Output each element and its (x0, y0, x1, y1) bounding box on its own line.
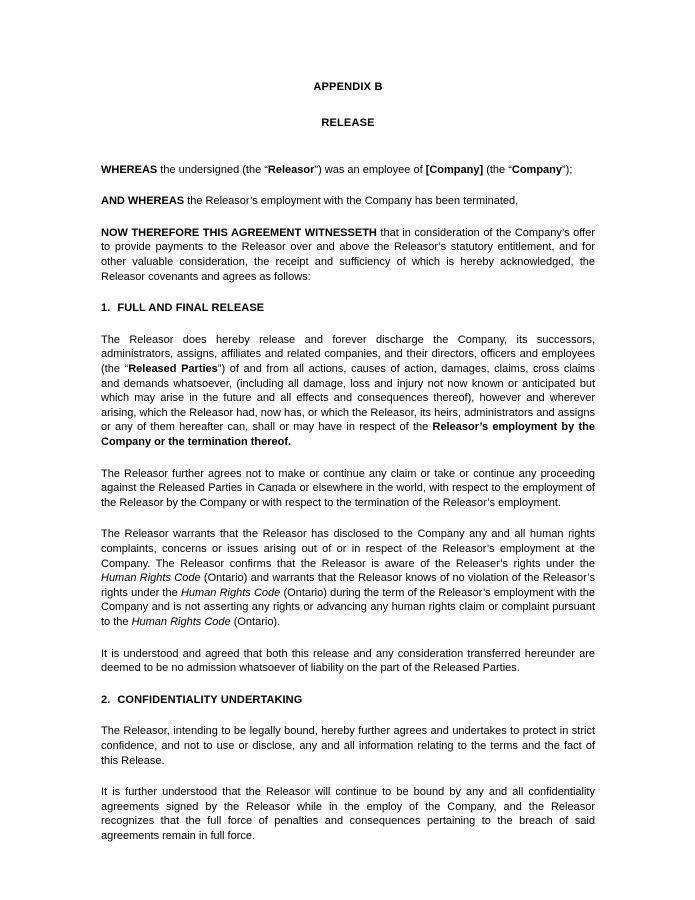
section-2-paragraph-2: It is further understood that the Releasor will continue to be bound by any and all confidentiality agreements signed by the Releasor while in the employ of the Company, and the Releasor recognizes that the full force of penalties and consequences pertaining to the breach of said agreements remain in full force. (101, 786, 595, 842)
recital-whereas (101, 163, 595, 178)
statute-human-rights-code-1: Human Rights Code (101, 572, 201, 585)
recital-whereas-text-1: the undersigned (the “ (157, 163, 268, 176)
section-2-paragraph-1: The Releasor, intending to be legally bound, hereby further agrees and undertakes to protect in strict confidence, and not to use or disclose, any and all information relating to the terms and the fact of this Release. (101, 725, 595, 767)
section-1-p3-text-2: (Ontario) and warrants that the Releasor knows of no violation of the Releasor’s rights under the (101, 572, 595, 599)
defined-term-company: Company (511, 163, 562, 176)
section-title-2: CONFIDENTIALITY UNDERTAKING (117, 693, 303, 706)
section-1-p1-bold-tail: Releasor’s employment by the Company or the termination thereof. (101, 421, 595, 448)
section-1-p1-text-2: ”) of and from all actions, causes of action, damages, claims, cross claims and demands whatsoever, (including all damage, loss and injury not now known or anticipated but which may arise in the future and all effects and consequences thereof), however and wherever arising, which the Releasor had, now has, or which the Releasor, its heirs, administrators and assigns or any of them hereafter can, shall or may have in respect of the (101, 363, 595, 434)
document-title: APPENDIX B (313, 81, 383, 93)
document-subtitle: RELEASE (321, 116, 375, 129)
section-1-paragraph-4: It is understood and agreed that both this release and any consideration transferred hereunder are deemed to be no admission whatsoever of liability on the part of the Released Parties. (101, 647, 595, 675)
defined-term-released-parties: Released Parties (128, 363, 218, 376)
recital-whereas-text-2: ”) was an employee of (314, 163, 426, 176)
document-body (101, 80, 595, 860)
recital-whereas-text-4: ”); (562, 163, 573, 176)
section-1-paragraph-1 (101, 333, 595, 450)
section-heading-1 (101, 301, 595, 316)
section-1-paragraph-2: The Releasor further agrees not to make or continue any claim or take or continue any proceeding against the Released Parties in Canada or elsewhere in the world, with respect to the employment of the Releasor by the Company or with respect to the termination of the Releasor’s employment. (101, 467, 595, 509)
recital-whereas-text-3: (the “ (483, 163, 512, 176)
section-title-1: FULL AND FINAL RELEASE (117, 302, 265, 315)
recital-whereas-lead: WHEREAS (101, 163, 158, 176)
recital-and-whereas-text: the Releasor’s employment with the Company has been terminated, (184, 195, 519, 208)
statute-human-rights-code-3: Human Rights Code (131, 615, 231, 628)
statute-human-rights-code-2: Human Rights Code (180, 586, 281, 599)
defined-term-releasor: Releasor (267, 163, 315, 176)
company-placeholder: [Company] (425, 163, 484, 176)
section-heading-2 (101, 693, 595, 708)
section-1-paragraph-3 (101, 527, 595, 629)
section-1-p1-text-1: The Releasor does hereby release and forever discharge the Company, its successors, administrators, assigns, affiliates and related companies, and their directors, officers and employees (the “ (101, 333, 595, 376)
recital-and-whereas-lead: AND WHEREAS (101, 195, 185, 208)
section-1-p3-text-1: The Releasor warrants that the Releasor has disclosed to the Company any and all human rights complaints, concerns or issues arising out of or in respect of the Releasor’s employment at the Company. The Releasor confirms that the Releasor is aware of the Releaser’s rights under the (101, 528, 595, 570)
recital-and-whereas (101, 194, 595, 209)
recital-now-therefore-text: that in consideration of the Company’s offer to provide payments to the Releasor over and above the Releasor’s statutory entitlement, and for other valuable consideration, the receipt and sufficiency of which is hereby acknowledged, the Releasor covenants and agrees as follows: (101, 226, 595, 283)
section-1-p3-text-3: (Ontario) during the term of the Releasor’s employment with the Company and is not asserting any rights or advancing any human rights claim or complaint pursuant to the (101, 586, 595, 628)
section-number-1: 1. (101, 302, 111, 315)
section-number-2: 2. (101, 693, 111, 706)
recital-now-therefore-lead: NOW THEREFORE THIS AGREEMENT WITNESSETH (101, 226, 377, 239)
section-1-p3-text-4: (Ontario). (230, 615, 281, 628)
recital-now-therefore (101, 226, 595, 284)
